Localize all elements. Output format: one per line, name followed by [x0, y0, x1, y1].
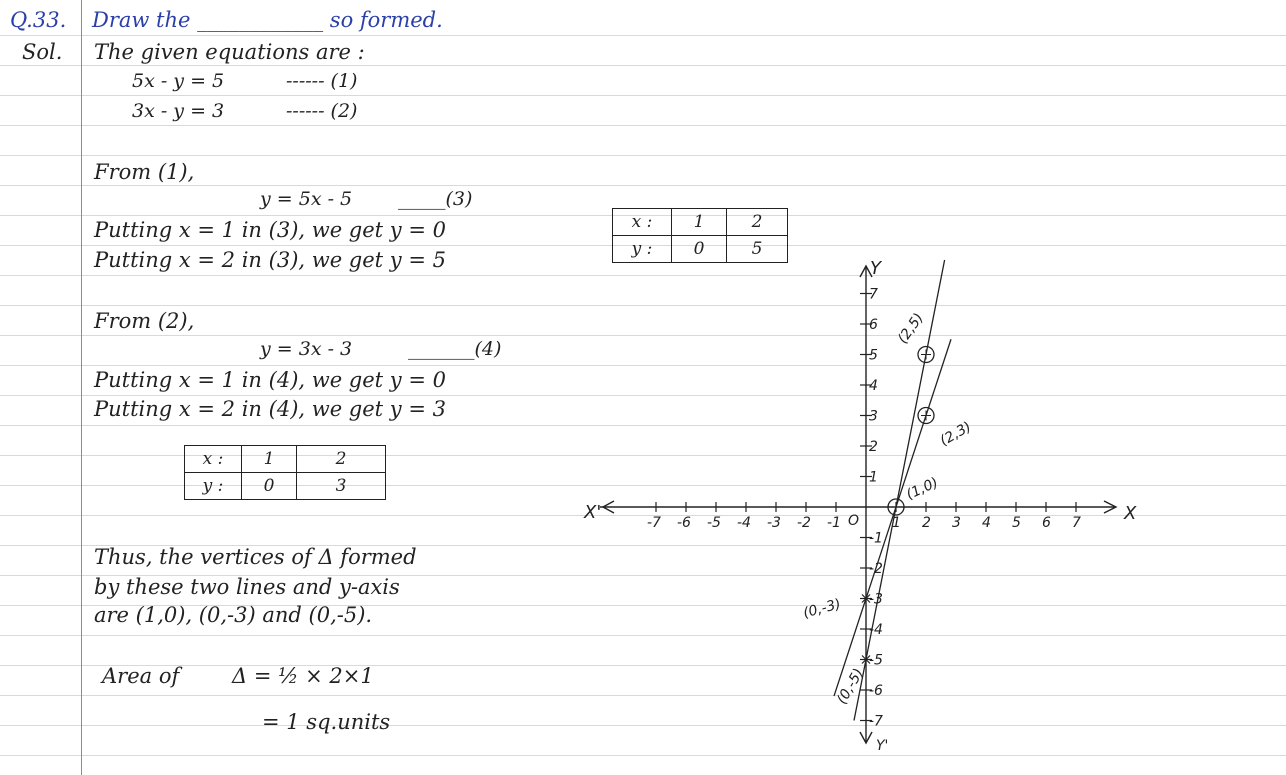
x-tick-label: 3 [952, 515, 961, 531]
from-equation-1: From (1), [94, 160, 195, 184]
y-tick-label: -2 [869, 561, 883, 577]
putting-x2-eq3: Putting x = 2 in (3), we get y = 5 [94, 248, 446, 272]
point-label-1-0: (1,0) [903, 474, 941, 504]
x-tick-label: -1 [827, 515, 841, 531]
graph-points [862, 347, 934, 664]
y-tick-label: -5 [869, 652, 883, 669]
y-tick-label: 3 [869, 408, 878, 425]
point-label-2-5: (2,5) [894, 310, 927, 347]
x-tick-label: -5 [707, 515, 721, 531]
origin-label: O [848, 513, 860, 529]
equation-3: y = 5x - 5 [260, 188, 353, 210]
putting-x2-eq4: Putting x = 2 in (4), we get y = 3 [94, 397, 446, 421]
table-cell: y : [613, 236, 672, 263]
x-tick-label: -4 [737, 515, 751, 531]
table-cell: 2 [297, 446, 386, 473]
y-tick-label: 4 [869, 378, 878, 394]
point-label-0-minus5: (0,-5) [834, 665, 868, 707]
area-expression: Δ = ½ × 2×1 [232, 664, 374, 688]
y-tick-label: -4 [869, 622, 883, 638]
x-tick-label: 5 [1012, 515, 1021, 531]
table-cell: y : [185, 473, 242, 500]
x-tick-label: 2 [922, 515, 931, 531]
equation-1: 5x - y = 5 [132, 70, 225, 92]
area-result: = 1 sq.units [262, 710, 391, 734]
table-cell: 0 [242, 473, 297, 500]
table-cell: x : [185, 446, 242, 473]
conclusion-line-2: by these two lines and y-axis [94, 575, 400, 599]
x-tick-label: 6 [1042, 515, 1051, 531]
equation-3-tag: _____(3) [398, 188, 473, 210]
table-cell: 0 [672, 236, 727, 263]
x-axis-neg-label: X' [584, 502, 602, 523]
x-tick-label: 7 [1072, 515, 1081, 531]
x-tick-label: -2 [797, 515, 811, 531]
question-number: Q.33. [10, 8, 67, 32]
y-tick-label: -1 [869, 530, 883, 547]
x-tick-label: -3 [767, 515, 781, 531]
table-cell: 2 [727, 209, 788, 236]
question-text: Draw the ____________ so formed. [92, 8, 443, 32]
y-tick-label: -3 [869, 591, 883, 608]
x-tick-label: -6 [677, 515, 691, 531]
point-label-0-minus3: (0,-3) [801, 596, 843, 622]
y-tick-label: -7 [869, 713, 883, 730]
equation-2: 3x - y = 3 [132, 100, 225, 122]
point-label-2-3: (2,3) [937, 418, 975, 450]
x-axis-label: X [1124, 503, 1137, 524]
equation-4: y = 3x - 3 [260, 338, 353, 360]
table-cell: 3 [297, 473, 386, 500]
x-tick-label: 4 [982, 515, 991, 531]
y-tick-label: 1 [869, 469, 878, 486]
area-label: Area of [102, 664, 180, 688]
x-tick-label: -7 [647, 515, 661, 531]
y-tick-label: 2 [869, 439, 878, 455]
equation-2-tag: ------ (2) [286, 100, 358, 122]
solution-label: Sol. [22, 40, 63, 64]
y-tick-label: 7 [869, 286, 878, 303]
y-tick-label: -6 [869, 683, 883, 699]
putting-x1-eq4: Putting x = 1 in (4), we get y = 0 [94, 368, 446, 392]
x-tick-label: 1 [892, 515, 901, 531]
y-axis-neg-label: Y' [876, 738, 889, 754]
y-tick-label: 5 [869, 347, 878, 364]
table-cell: 5 [727, 236, 788, 263]
putting-x1-eq3: Putting x = 1 in (3), we get y = 0 [94, 218, 446, 242]
table-cell: x : [613, 209, 672, 236]
y-axis-label: Y [870, 258, 881, 279]
table-cell: 1 [672, 209, 727, 236]
from-equation-2: From (2), [94, 309, 195, 333]
table-cell: 1 [242, 446, 297, 473]
conclusion-line-1: Thus, the vertices of Δ formed [94, 545, 417, 569]
equation-4-tag: _______(4) [408, 338, 502, 360]
equation-1-tag: ------ (1) [286, 70, 358, 92]
y-tick-label: 6 [869, 317, 878, 333]
solution-intro: The given equations are : [94, 40, 365, 64]
conclusion-line-3: are (1,0), (0,-3) and (0,-5). [94, 603, 373, 627]
